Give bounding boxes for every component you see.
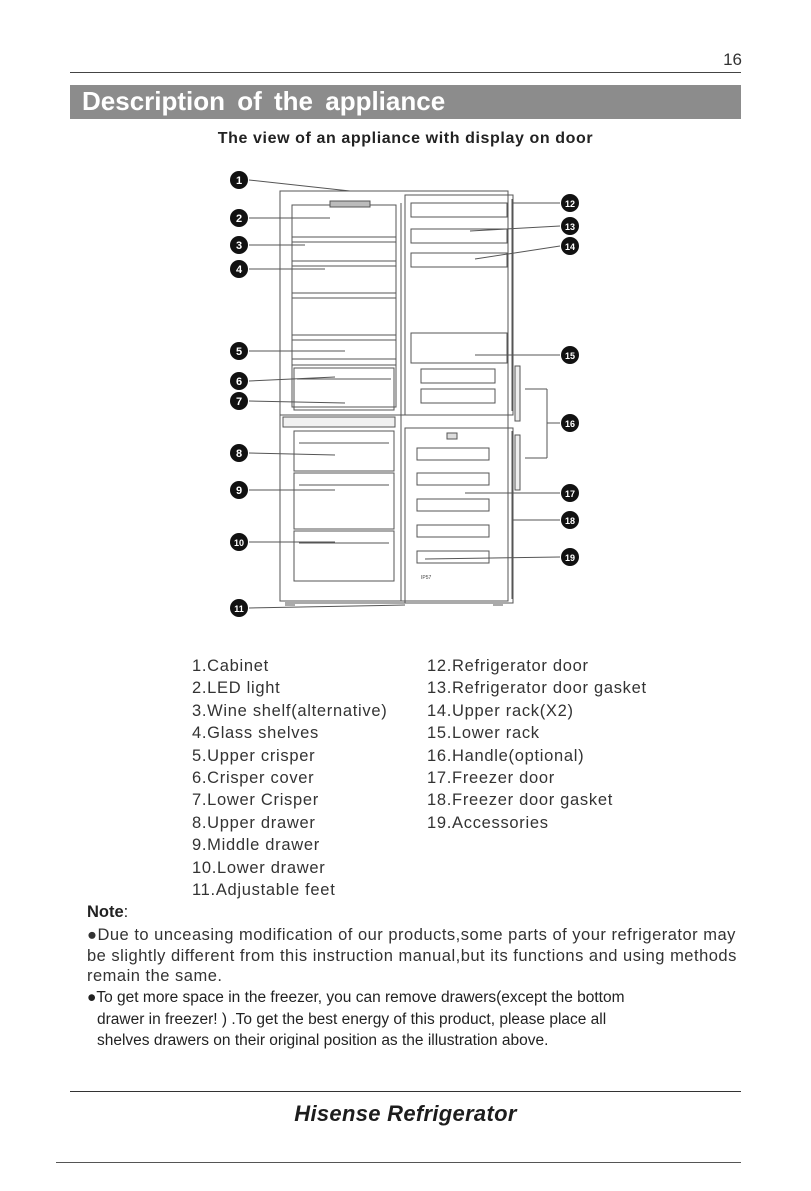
callout-number: 18 (564, 516, 576, 526)
callout-number: 9 (235, 485, 243, 497)
callout-number: 2 (235, 213, 243, 225)
parts-list-right (427, 655, 727, 834)
callout-number: 3 (235, 240, 243, 252)
callout-number: 8 (235, 448, 243, 460)
parts-item: 3.Wine shelf(alternative) (192, 701, 388, 720)
callout-number: 7 (235, 396, 243, 408)
section-title: Description of the appliance (82, 86, 446, 116)
callout-number: 15 (564, 351, 576, 361)
note-text-2-line-3: shelves drawers on their original position as the illustration above. (97, 1032, 549, 1049)
section-banner (70, 85, 741, 119)
callout-number: 14 (564, 242, 576, 252)
note-text-2-line-2: drawer in freezer! ) .To get the best energy of this product, please place all (97, 1010, 607, 1028)
callout-number: 4 (235, 264, 243, 276)
parts-item: 5.Upper crisper (192, 746, 316, 765)
callout-number: 5 (235, 346, 243, 358)
note-heading (87, 903, 128, 922)
parts-item: 15.Lower rack (427, 724, 540, 743)
note-text-1: Due to unceasing modification of our products,some parts of your refrigerator may be slightly different from this instruction manual,but its functions and using methods remain the same. (87, 926, 737, 985)
note-item-2 (87, 987, 747, 1052)
callout-number: 16 (564, 419, 576, 429)
top-divider (70, 72, 741, 73)
parts-item: 12.Refrigerator door (427, 657, 589, 675)
callout-number: 11 (234, 604, 244, 614)
parts-item: 18.Freezer door gasket (427, 791, 613, 810)
parts-item: 14.Upper rack(X2) (427, 701, 574, 720)
callout-number: 10 (233, 538, 245, 548)
note-label: Note (87, 903, 124, 921)
parts-item: 11.Adjustable feet (192, 881, 336, 900)
parts-item: 7.Lower Crisper (192, 791, 319, 810)
page-number: 16 (723, 50, 742, 69)
parts-item: 6.Crisper cover (192, 769, 315, 788)
parts-item: 10.Lower drawer (192, 858, 326, 877)
callout-number: 1 (235, 175, 243, 187)
parts-item: 19.Accessories (427, 813, 549, 832)
parts-list-left (192, 655, 422, 901)
appliance-diagram (225, 163, 590, 623)
brand-name: Hisense Refrigerator (294, 1101, 517, 1126)
parts-item: 17.Freezer door (427, 769, 555, 788)
parts-item: 1.Cabinet (192, 657, 269, 675)
handle (515, 435, 520, 490)
glass-shelf (292, 261, 396, 266)
parts-item: 13.Refrigerator door gasket (427, 679, 647, 698)
callout-number: 19 (564, 553, 576, 563)
glass-shelf (292, 335, 396, 340)
note-item-1 (87, 925, 747, 987)
handle (515, 366, 520, 421)
callout-number: 12 (564, 199, 576, 209)
bottom-divider (70, 1091, 741, 1092)
led-light-shape (330, 201, 370, 207)
glass-shelf (292, 237, 396, 242)
parts-item: 2.LED light (192, 679, 281, 698)
parts-item: 4.Glass shelves (192, 724, 319, 743)
parts-item: 16.Handle(optional) (427, 746, 585, 765)
callout-number: 6 (235, 376, 243, 388)
parts-item: 8.Upper drawer (192, 813, 316, 832)
footer-divider (56, 1162, 741, 1163)
figure-title: The view of an appliance with display on door (217, 130, 594, 147)
callout-number: 17 (564, 489, 576, 499)
bullet-icon: ● (87, 926, 98, 944)
glass-shelf (292, 293, 396, 298)
parts-item: 9.Middle drawer (192, 836, 320, 855)
appliance-diagram-svg (225, 163, 590, 623)
bullet-icon: ● (87, 989, 97, 1006)
freezer-mark: IP57 (421, 575, 432, 581)
callout-number: 13 (564, 222, 576, 232)
note-text-2-line-1: To get more space in the freezer, you can remove drawers(except the bottom (96, 989, 625, 1006)
note-colon: : (123, 903, 129, 921)
